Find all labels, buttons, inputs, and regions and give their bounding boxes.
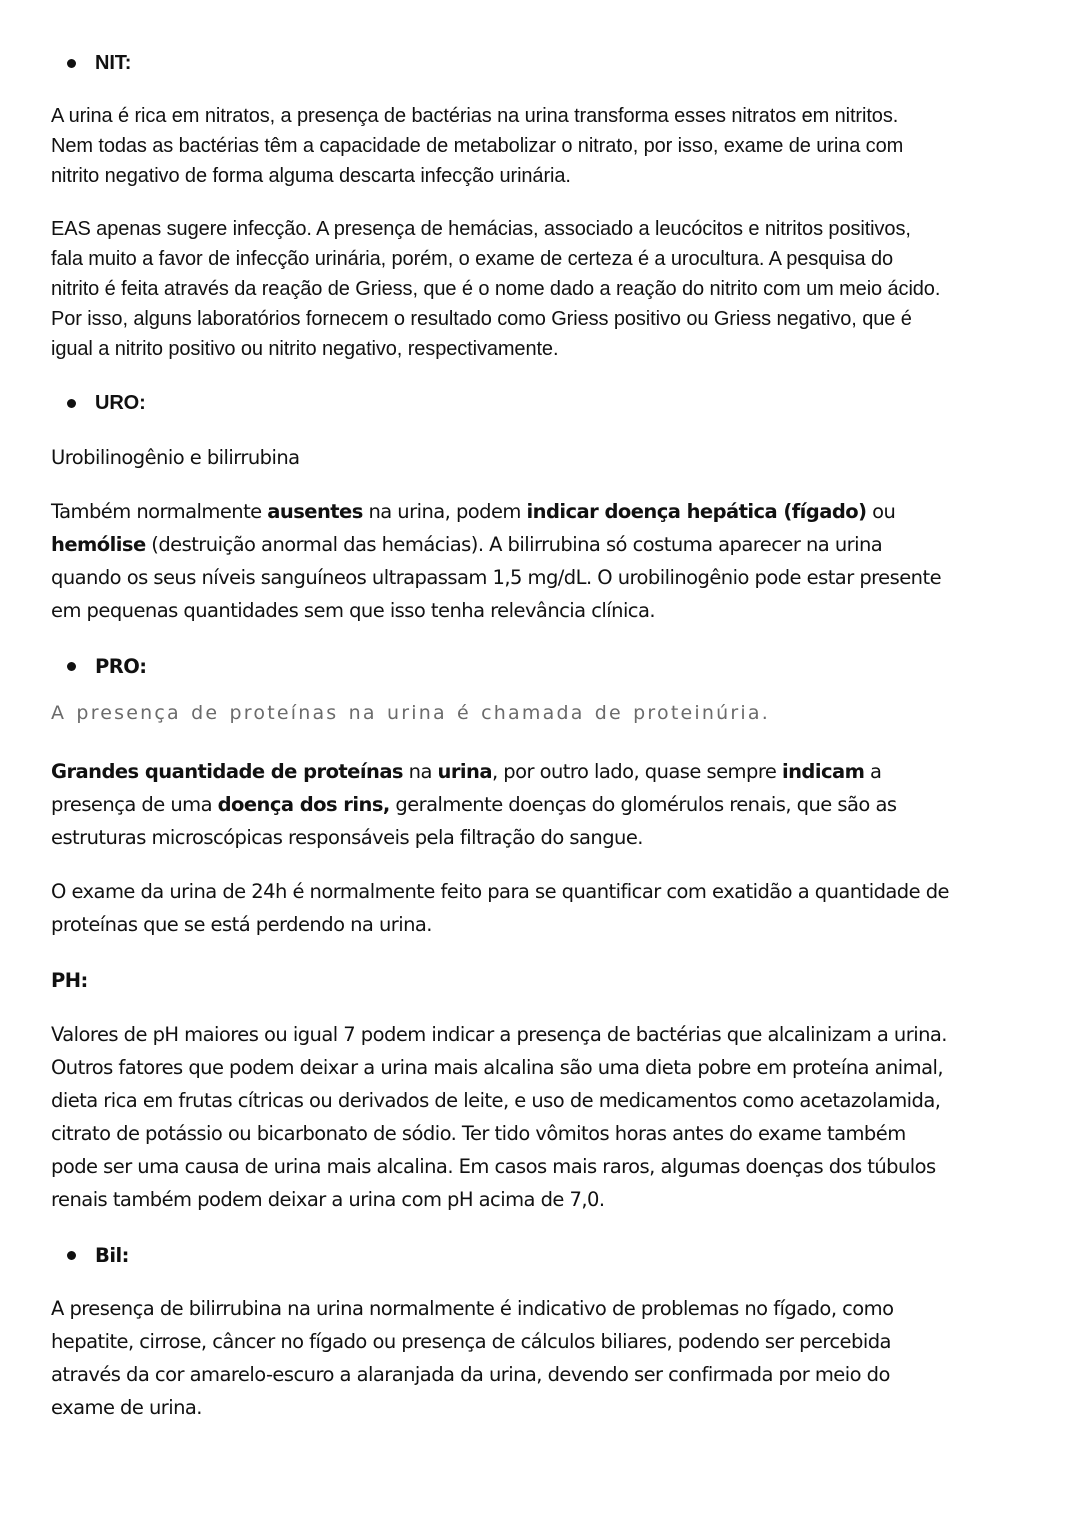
bullet-icon xyxy=(67,59,76,68)
uro-paragraph xyxy=(51,495,941,627)
bullet-heading-pro xyxy=(67,650,146,683)
heading-nit: NIT: xyxy=(95,52,132,74)
text-line: Outros fatores que podem deixar a urina mais alcalina são uma dieta pobre em proteína animal, xyxy=(51,1056,944,1079)
text-line: igual a nitrito positivo ou nitrito negativo, respectivamente. xyxy=(51,338,559,360)
text-line: hepatite, cirrose, câncer no fígado ou presença de cálculos biliares, podendo ser percebida xyxy=(51,1330,891,1353)
text-line: fala muito a favor de infecção urinária, porém, o exame de certeza é a urocultura. A pesquisa do xyxy=(51,248,894,270)
bullet-heading-nit xyxy=(67,48,131,78)
bullet-heading-bil xyxy=(67,1239,129,1272)
text-line: Grandes quantidade de proteínas na urina, por outro lado, quase sempre indicam a xyxy=(51,760,882,783)
text-line: estruturas microscópicas responsáveis pela filtração do sangue. xyxy=(51,826,643,849)
heading-uro: URO: xyxy=(95,392,146,414)
text-line: pode ser uma causa de urina mais alcalina. Em casos mais raros, algumas doenças dos túbulos xyxy=(51,1155,936,1178)
text-line: exame de urina. xyxy=(51,1396,202,1419)
bullet-icon xyxy=(67,399,76,408)
heading-ph: PH: xyxy=(51,969,88,992)
bullet-icon xyxy=(67,662,76,671)
text-line: Por isso, alguns laboratórios fornecem o resultado como Griess positivo ou Griess negativo, que é xyxy=(51,308,912,330)
text-line: Valores de pH maiores ou igual 7 podem indicar a presença de bactérias que alcalinizam a urina. xyxy=(51,1023,947,1046)
text-line: presença de uma doença dos rins, geralmente doenças do glomérulos renais, que são as xyxy=(51,793,897,816)
text-line: dieta rica em frutas cítricas ou derivados de leite, e uso de medicamentos como acetazolamida, xyxy=(51,1089,941,1112)
bil-paragraph xyxy=(51,1292,894,1424)
nit-paragraph-2 xyxy=(51,214,940,364)
text-line: Também normalmente ausentes na urina, podem indicar doença hepática (fígado) ou xyxy=(51,500,896,523)
heading-bil: Bil: xyxy=(95,1244,129,1267)
ph-paragraph xyxy=(51,1018,947,1216)
bullet-icon xyxy=(67,1251,76,1260)
text-line: A urina é rica em nitratos, a presença de bactérias na urina transforma esses nitratos em nitritos. xyxy=(51,105,899,127)
text-line: quando os seus níveis sanguíneos ultrapassam 1,5 mg/dL. O urobilinogênio pode estar presente xyxy=(51,566,942,589)
text-line: citrato de potássio ou bicarbonato de sódio. Ter tido vômitos horas antes do exame também xyxy=(51,1122,906,1145)
text-line: EAS apenas sugere infecção. A presença de hemácias, associado a leucócitos e nitritos positivos, xyxy=(51,218,911,240)
text-line: O exame da urina de 24h é normalmente feito para se quantificar com exatidão a quantidade de xyxy=(51,880,949,903)
text-line: renais também podem deixar a urina com pH acima de 7,0. xyxy=(51,1188,605,1211)
text-line: Nem todas as bactérias têm a capacidade de metabolizar o nitrato, por isso, exame de urina com xyxy=(51,135,904,157)
bullet-heading-uro xyxy=(67,388,146,418)
text-line: nitrito é feita através da reação de Griess, que é o nome dado a reação do nitrito com um meio ácido. xyxy=(51,278,941,300)
text-line: nitrito negativo de forma alguma descarta infecção urinária. xyxy=(51,165,571,187)
text-line: proteínas que se está perdendo na urina. xyxy=(51,913,432,936)
text-line: em pequenas quantidades sem que isso tenha relevância clínica. xyxy=(51,599,656,622)
pro-paragraph-2 xyxy=(51,875,949,941)
text-line: hemólise (destruição anormal das hemácias). A bilirrubina só costuma aparecer na urina xyxy=(51,533,883,556)
text-line: A presença de bilirrubina na urina normalmente é indicativo de problemas no fígado, como xyxy=(51,1297,894,1320)
pro-paragraph-1 xyxy=(51,755,896,854)
heading-pro: PRO: xyxy=(95,655,147,678)
uro-subtitle: Urobilinogênio e bilirrubina xyxy=(51,446,300,469)
text-line: através da cor amarelo-escuro a alaranjada da urina, devendo ser confirmada por meio do xyxy=(51,1363,890,1386)
pro-definition: A presença de proteínas na urina é chamada de proteinúria. xyxy=(51,702,770,724)
nit-paragraph-1 xyxy=(51,101,903,191)
